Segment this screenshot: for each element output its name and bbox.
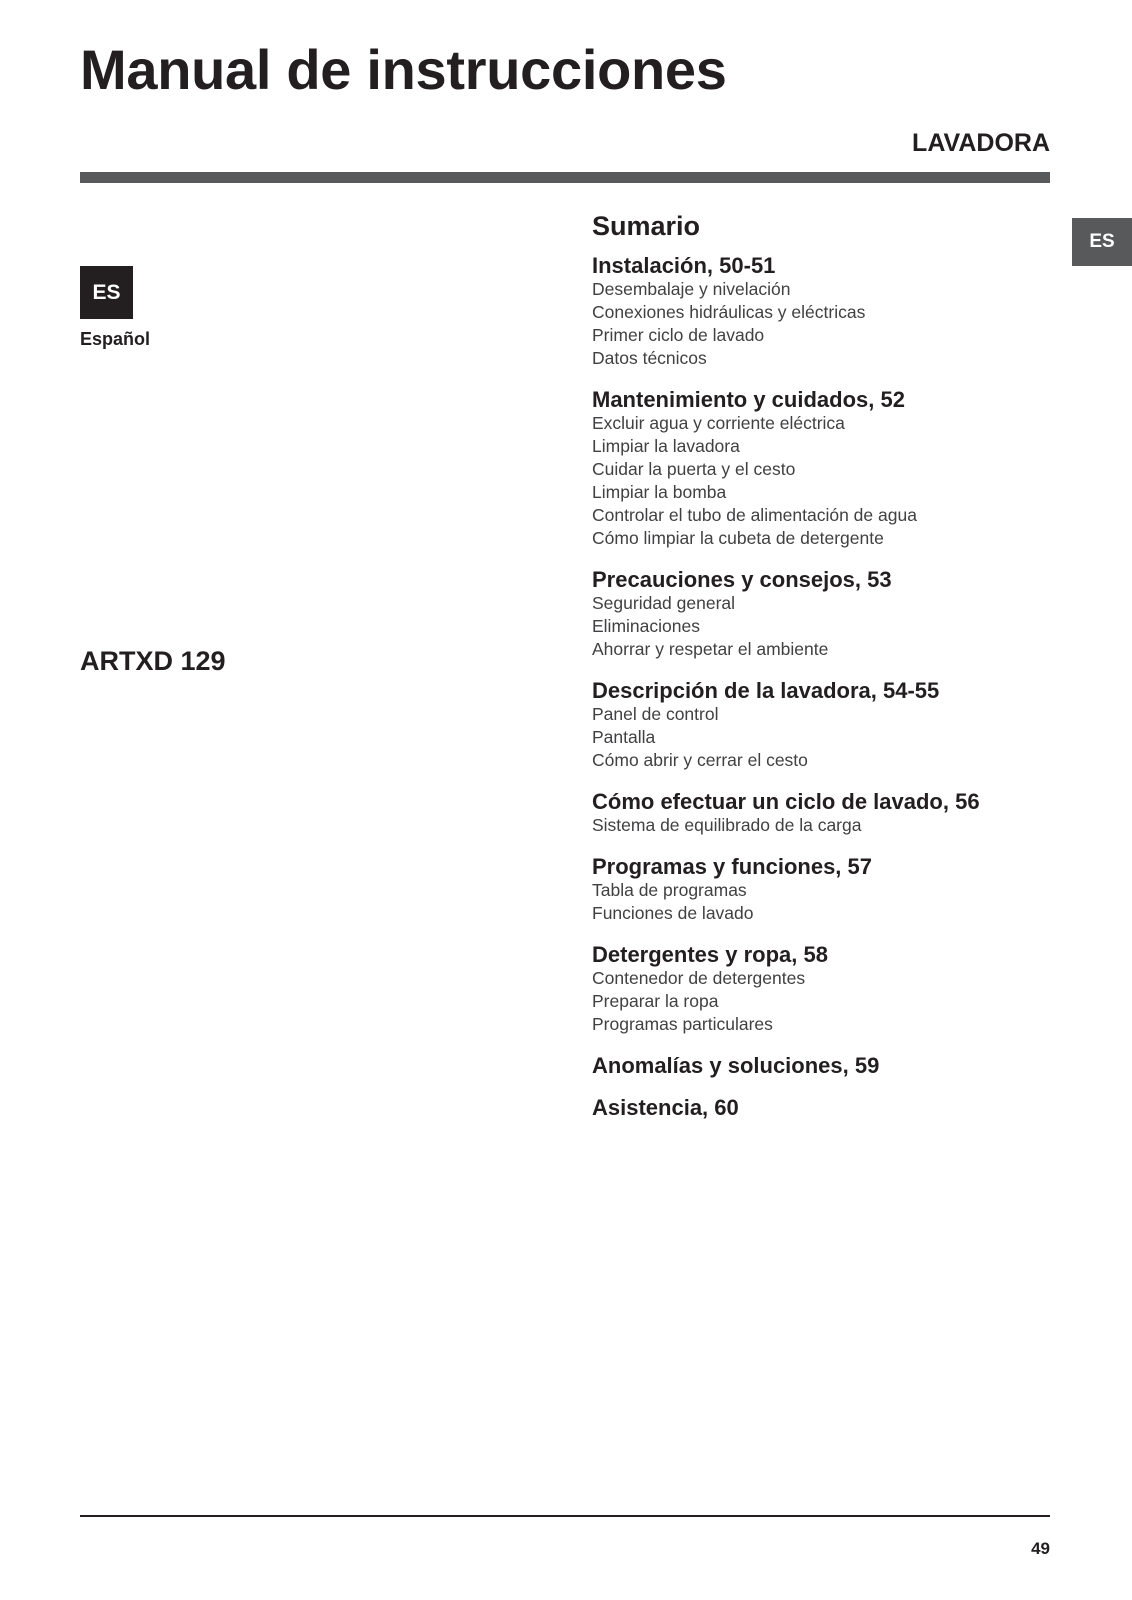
toc-section-ciclo-lavado bbox=[592, 789, 1052, 837]
toc-section-anomalias bbox=[592, 1053, 1052, 1078]
toc-section-instalacion bbox=[592, 253, 1052, 370]
toc-item: Cuidar la puerta y el cesto bbox=[592, 458, 796, 479]
toc-item-list bbox=[592, 412, 1052, 550]
toc-section-detergentes bbox=[592, 942, 1052, 1036]
toc-item-list bbox=[592, 879, 1052, 925]
toc-item: Excluir agua y corriente eléctrica bbox=[592, 412, 845, 433]
toc-section-title: Cómo efectuar un ciclo de lavado, 56 bbox=[592, 788, 980, 814]
language-badge: ES bbox=[80, 266, 133, 319]
toc-item: Programas particulares bbox=[592, 1013, 773, 1034]
toc-item: Seguridad general bbox=[592, 592, 736, 613]
toc-section-title: Programas y funciones, 57 bbox=[592, 853, 872, 879]
toc-section-title: Precauciones y consejos, 53 bbox=[592, 566, 892, 592]
toc-item: Panel de control bbox=[592, 703, 719, 724]
toc-heading: Sumario bbox=[592, 211, 701, 241]
toc-item: Limpiar la bomba bbox=[592, 481, 727, 502]
toc-item: Controlar el tubo de alimentación de agua bbox=[592, 504, 917, 525]
toc-item: Eliminaciones bbox=[592, 615, 700, 636]
language-name: Español bbox=[80, 329, 151, 349]
toc-item: Pantalla bbox=[592, 726, 656, 747]
language-side-tab: ES bbox=[1072, 218, 1132, 266]
toc-item: Cómo limpiar la cubeta de detergente bbox=[592, 527, 884, 548]
model-name: ARTXD 129 bbox=[80, 646, 226, 676]
toc-item-list bbox=[592, 703, 1052, 772]
toc-item: Contenedor de detergentes bbox=[592, 967, 806, 988]
toc-item: Sistema de equilibrado de la carga bbox=[592, 814, 862, 835]
toc-item-list bbox=[592, 592, 1052, 661]
toc-item-list bbox=[592, 278, 1052, 370]
toc-section-title: Asistencia, 60 bbox=[592, 1094, 739, 1120]
page-title: Manual de instrucciones bbox=[80, 38, 727, 101]
product-type-label: LAVADORA bbox=[912, 129, 1050, 157]
toc-item: Conexiones hidráulicas y eléctricas bbox=[592, 301, 866, 322]
toc-section-programas bbox=[592, 854, 1052, 925]
toc-item: Datos técnicos bbox=[592, 347, 707, 368]
toc-item: Primer ciclo de lavado bbox=[592, 324, 765, 345]
toc-item: Cómo abrir y cerrar el cesto bbox=[592, 749, 808, 770]
toc-item: Funciones de lavado bbox=[592, 902, 754, 923]
toc-item-list bbox=[592, 814, 1052, 837]
toc-item: Ahorrar y respetar el ambiente bbox=[592, 638, 829, 659]
header-divider bbox=[80, 172, 1050, 183]
toc-section-mantenimiento bbox=[592, 387, 1052, 550]
toc-section-precauciones bbox=[592, 567, 1052, 661]
toc-item: Tabla de programas bbox=[592, 879, 747, 900]
toc-item: Desembalaje y nivelación bbox=[592, 278, 791, 299]
table-of-contents bbox=[592, 210, 1052, 1137]
footer-divider bbox=[80, 1515, 1050, 1517]
toc-item: Preparar la ropa bbox=[592, 990, 719, 1011]
toc-item: Limpiar la lavadora bbox=[592, 435, 740, 456]
toc-section-title: Descripción de la lavadora, 54-55 bbox=[592, 677, 940, 703]
toc-section-descripcion bbox=[592, 678, 1052, 772]
toc-section-title: Anomalías y soluciones, 59 bbox=[592, 1052, 880, 1078]
toc-section-asistencia bbox=[592, 1095, 1052, 1120]
toc-section-title: Instalación, 50-51 bbox=[592, 252, 776, 278]
toc-item-list bbox=[592, 967, 1052, 1036]
toc-section-title: Detergentes y ropa, 58 bbox=[592, 941, 828, 967]
toc-section-title: Mantenimiento y cuidados, 52 bbox=[592, 386, 905, 412]
page-number: 49 bbox=[1031, 1539, 1050, 1558]
